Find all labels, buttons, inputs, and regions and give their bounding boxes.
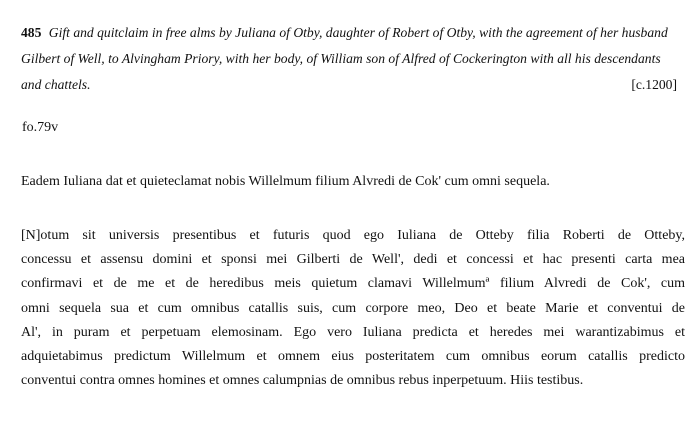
heading-text-1: Gift and quitclaim in free alms by Juliana of Otby, daughter of Robert of Otby, with the agreement of her husband — [48, 25, 668, 40]
heading-line-2: Gilbert of Well, to Alvingham Priory, with her body, of William son of Alfred of Cockerington with all his descendants — [21, 51, 661, 66]
heading-text-3: and chattels. — [21, 77, 91, 92]
charter-line: concessu et assensu domini et sponsi mei Gilberti de Well', dedi et concessi et hac presenti carta mea — [21, 252, 685, 268]
charter-line: conventui contra omnes homines et omnes calumpnias de omnibus rebus inperpetuum. Hiis testibus. — [21, 373, 584, 389]
rubric-summary: Eadem Iuliana dat et quieteclamat nobis Willelmum filium Alvredi de Cok' cum omni sequela. — [21, 174, 550, 189]
charter-text — [21, 224, 685, 393]
charter-line: Al', in puram et perpetuam elemosinam. Ego vero Iuliana predicta et heredes mei warantizabimus et — [21, 324, 685, 340]
charter-line: omni sequela sua et cum omnibus catallis suis, cum corpore meo, Deo et beate Marie et conventui de — [21, 300, 685, 316]
entry-heading — [21, 20, 677, 98]
heading-line-1 — [21, 20, 677, 46]
entry-number: 485 — [21, 25, 42, 40]
charter-line: confirmavi et de me et de heredibus meis quietum clamavi Willelmumª filium Alvredi de Cok', cum — [21, 276, 685, 292]
charter-line: [N]otum sit universis presentibus et futuris quod ego Iuliana de Otteby filia Roberti de Otteby, — [21, 228, 685, 243]
entry-date: [c.1200] — [631, 77, 677, 92]
charter-line: adquietabimus predictum Willelmum et omnem eius posteritatem cum omnibus eorum catallis predicto — [21, 349, 685, 365]
heading-line-3 — [21, 72, 677, 98]
folio-reference: fo.79v — [22, 120, 59, 135]
